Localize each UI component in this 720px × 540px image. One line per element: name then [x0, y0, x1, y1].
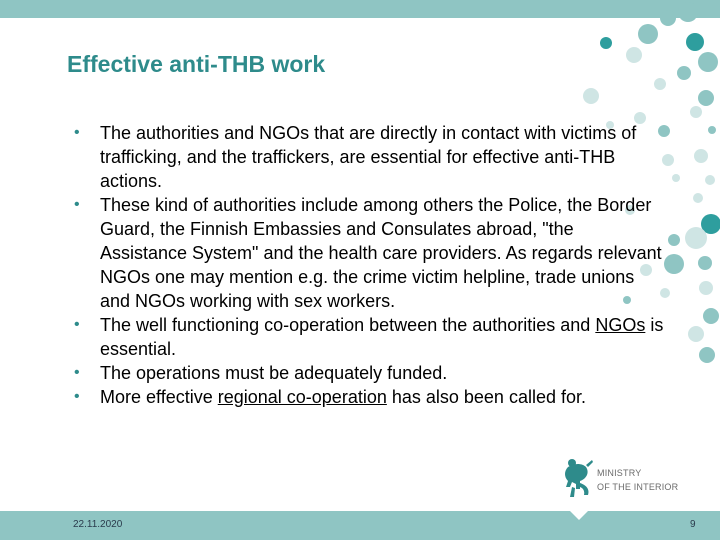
decorative-dot: [672, 174, 680, 182]
bullet-text: is essential.: [100, 315, 664, 359]
bullet-marker: •: [74, 388, 80, 405]
underlined-text: regional co-operation: [217, 387, 387, 407]
bullet-text: The authorities and NGOs that are directly in contact with victims of trafficking, and the traffickers, are essential for effective anti-THB actions.: [100, 123, 637, 191]
bullet-text: The operations must be adequately funded.: [100, 363, 448, 383]
ministry-logo: [562, 457, 682, 502]
decorative-dot: [694, 149, 708, 163]
bullet-marker: •: [74, 364, 80, 381]
bullet-marker: •: [74, 124, 80, 141]
bullet-item: [74, 193, 664, 313]
decorative-dot: [690, 106, 702, 118]
bullet-marker: •: [74, 196, 80, 213]
decorative-dot: [677, 66, 691, 80]
decorative-dot: [660, 10, 676, 26]
bullet-marker: •: [74, 316, 80, 333]
bullet-item: [74, 385, 664, 409]
bullet-text: has also been called for.: [386, 387, 586, 407]
page-number: 9: [690, 519, 696, 530]
footer-date: 22.11.2020: [73, 519, 123, 530]
decorative-dot: [688, 326, 704, 342]
decorative-dot: [698, 90, 714, 106]
decorative-dot: [686, 33, 704, 51]
decorative-dot: [583, 88, 599, 104]
decorative-dot: [654, 78, 666, 90]
slide-title: Effective anti-THB work: [67, 51, 326, 77]
bullet-item: [74, 121, 664, 193]
decorative-dot: [638, 24, 658, 44]
bullet-item: [74, 361, 664, 385]
decorative-dot: [693, 193, 703, 203]
decorative-dot: [668, 234, 680, 246]
bullet-text: The well functioning co-operation between the authorities and: [100, 315, 596, 335]
decorative-dot: [678, 2, 698, 22]
logo-line-2: OF THE INTERIOR: [597, 482, 679, 492]
logo-line-1: MINISTRY: [597, 468, 642, 478]
decorative-dot: [600, 37, 612, 49]
decorative-dot: [708, 126, 716, 134]
bullet-item: [74, 313, 664, 361]
bullet-text: More effective: [100, 387, 218, 407]
decorative-dot: [699, 281, 713, 295]
underlined-text: NGOs: [595, 315, 646, 335]
decorative-dot: [698, 52, 718, 72]
decorative-dot: [626, 47, 642, 63]
lion-crest-icon: [562, 457, 594, 501]
decorative-dot: [703, 308, 719, 324]
decorative-dot: [705, 175, 715, 185]
footer-notch: [568, 509, 590, 520]
bullet-list: [74, 121, 664, 409]
decorative-dot: [664, 254, 684, 274]
decorative-dot: [698, 256, 712, 270]
decorative-dot: [685, 227, 707, 249]
bullet-text: These kind of authorities include among others the Police, the Border Guard, the Finnish Embassies and Consulates abroad, "the Assistance System" and the health care providers. As regards relevant NGOs one may mention e.g. the crime victim helpline, trade unions and NGOs working with sex workers.: [100, 195, 662, 311]
decorative-dot: [699, 347, 715, 363]
